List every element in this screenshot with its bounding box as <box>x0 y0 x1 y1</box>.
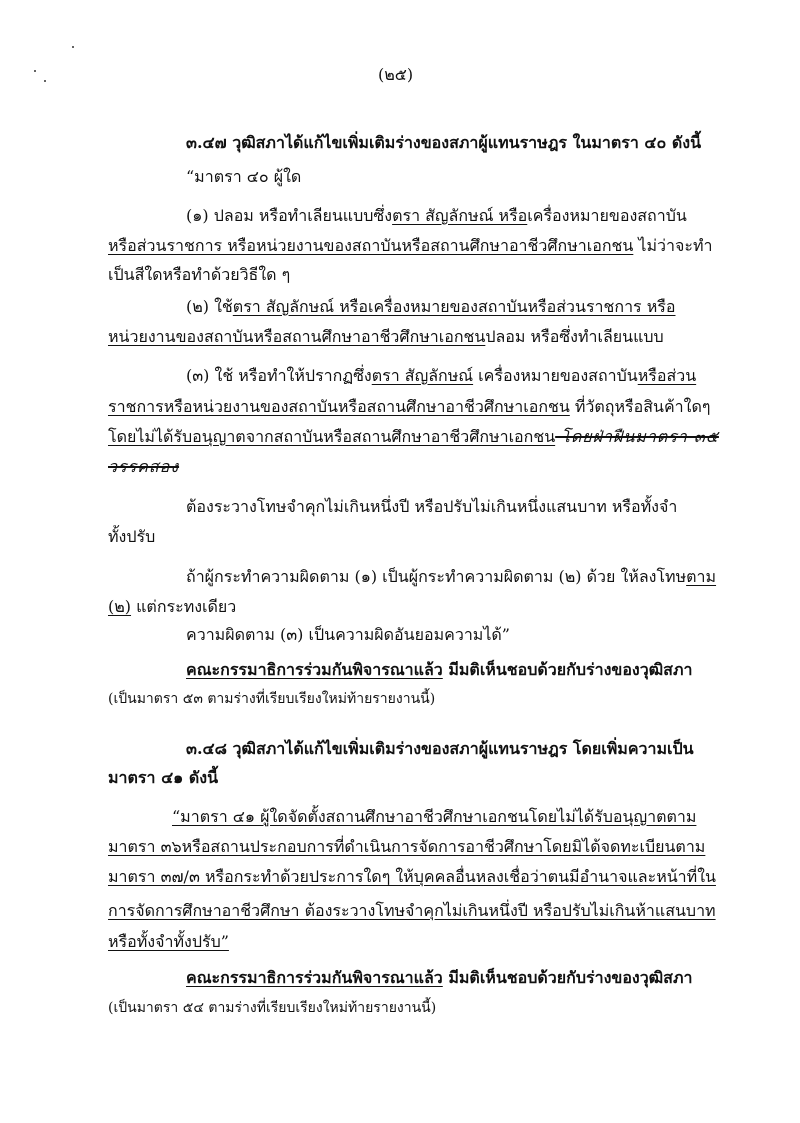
paragraph-line: หรือส่วนราชการ หรือหน่วยงานของสถาบันหรือสถานศึกษาอาชีวศึกษาเอกชน ไม่ว่าจะทำ <box>108 236 713 255</box>
paragraph-line: ถ้าผู้กระทำความผิดตาม (๑) เป็นผู้กระทำความผิดตาม (๒) ด้วย ให้ลงโทษตาม <box>186 567 717 586</box>
paragraph-line: ความผิดตาม (๓) เป็นความผิดอันยอมความได้” <box>186 625 510 644</box>
section-note: (เป็นมาตรา ๕๓ ตามร่างที่เรียบเรียงใหม่ท้ายรายงานนี้) <box>108 691 436 707</box>
paragraph-line: หน่วยงานของสถาบันหรือสถานศึกษาอาชีวศึกษาเอกชนปลอม หรือซึ่งทำเลียนแบบ <box>108 327 664 346</box>
paragraph-line: (๒) แต่กระทงเดียว <box>108 597 237 616</box>
paragraph-line: มาตรา ๓๗/๓ หรือกระทำด้วยประการใดๆ ให้บุคคลอื่นหลงเชื่อว่าตนมีอำนาจและหน้าที่ใน <box>108 867 716 886</box>
paragraph-line: วรรคสอง <box>108 457 180 476</box>
scan-specks <box>30 40 90 90</box>
section-heading-348-cont: มาตรา ๔๑ ดังนี้ <box>108 768 219 787</box>
committee-opinion: คณะกรรมาธิการร่วมกันพิจารณาแล้ว มีมติเห็นชอบด้วยกับร่างของวุฒิสภา <box>186 968 693 987</box>
page-number: (๒๕) <box>378 65 414 84</box>
section-heading-348: ๓.๔๘ วุฒิสภาได้แก้ไขเพิ่มเติมร่างของสภาผู้แทนราษฎร โดยเพิ่มความเป็น <box>186 739 694 758</box>
paragraph-line: ทั้งปรับ <box>108 527 156 546</box>
committee-opinion: คณะกรรมาธิการร่วมกันพิจารณาแล้ว มีมติเห็นชอบด้วยกับร่างของวุฒิสภา <box>186 660 693 679</box>
paragraph-line: โดยไม่ได้รับอนุญาตจากสถาบันหรือสถานศึกษาอาชีวศึกษาเอกชน โดยฝ่าฝืนมาตรา ๓๕ <box>108 427 719 446</box>
paragraph-line: หรือทั้งจำทั้งปรับ” <box>108 932 229 951</box>
paragraph-line: (๓) ใช้ หรือทำให้ปรากฏซึ่งตรา สัญลักษณ์ เครื่องหมายของสถาบันหรือส่วน <box>186 366 697 385</box>
paragraph-line: เป็นสีใดหรือทำด้วยวิธีใด ๆ <box>108 265 291 284</box>
paragraph-line: การจัดการศึกษาอาชีวศึกษา ต้องระวางโทษจำคุกไม่เกินหนึ่งปี หรือปรับไม่เกินห้าแสนบาท <box>108 901 716 920</box>
paragraph-line: ต้องระวางโทษจำคุกไม่เกินหนึ่งปี หรือปรับไม่เกินหนึ่งแสนบาท หรือทั้งจำ <box>186 497 678 516</box>
paragraph-line: มาตรา ๓๖หรือสถานประกอบการที่ดำเนินการจัดการอาชีวศึกษาโดยมิได้จดทะเบียนตาม <box>108 837 706 856</box>
paragraph-line: ราชการหรือหน่วยงานของสถาบันหรือสถานศึกษาอาชีวศึกษาเอกชน ที่วัตถุหรือสินค้าใดๆ <box>108 397 711 416</box>
paragraph-line: “มาตรา ๔๑ ผู้ใดจัดตั้งสถานศึกษาอาชีวศึกษาเอกชนโดยไม่ได้รับอนุญาตตาม <box>172 807 697 826</box>
section-heading-347: ๓.๔๗ วุฒิสภาได้แก้ไขเพิ่มเติมร่างของสภาผู้แทนราษฎร ในมาตรา ๔๐ ดังนี้ <box>186 133 701 152</box>
paragraph-line: (๒) ใช้ตรา สัญลักษณ์ หรือเครื่องหมายของสถาบันหรือส่วนราชการ หรือ <box>186 297 676 316</box>
paragraph-line: (๑) ปลอม หรือทำเลียนแบบซึ่งตรา สัญลักษณ์ หรือเครื่องหมายของสถาบัน <box>186 206 687 225</box>
section-note: (เป็นมาตรา ๕๔ ตามร่างที่เรียบเรียงใหม่ท้ายรายงานนี้) <box>108 1000 437 1016</box>
paragraph-line: “มาตรา ๔๐ ผู้ใด <box>186 167 302 186</box>
